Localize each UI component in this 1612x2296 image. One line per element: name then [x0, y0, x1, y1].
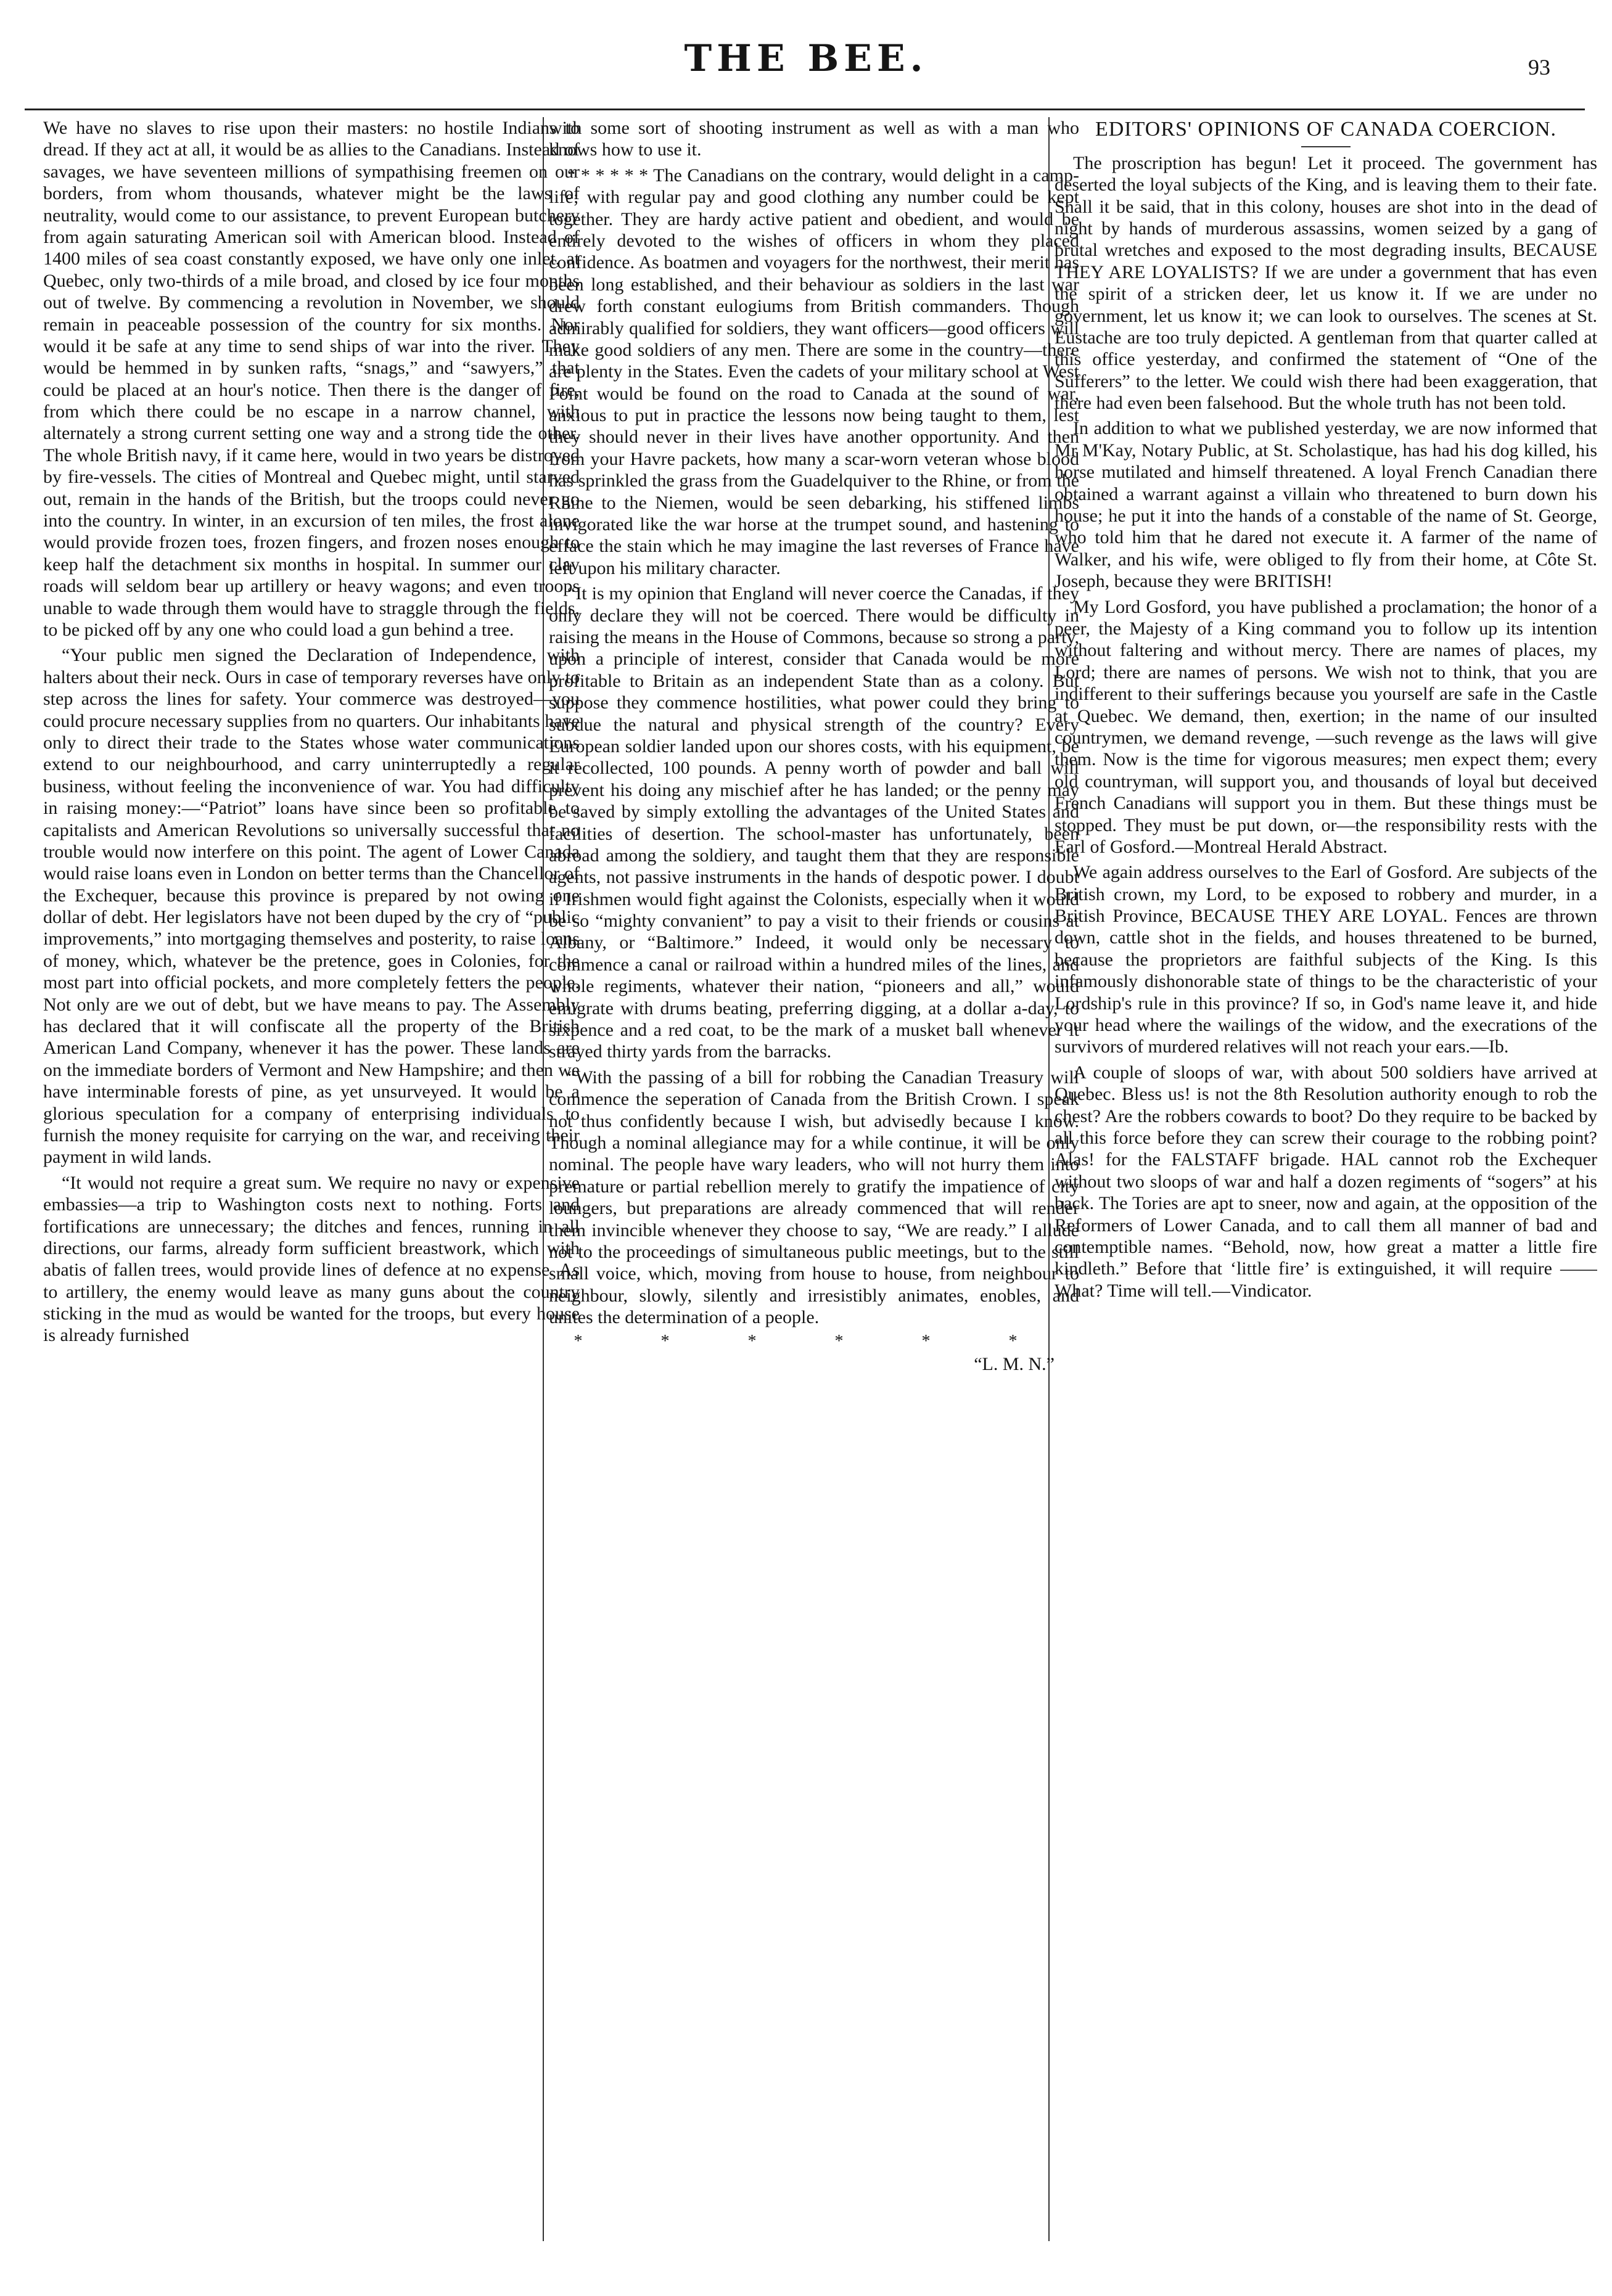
article-paragraph: “It is my opinion that England will never coerce the Canadas, if they only declare they will not be coerced. There would be difficulty in raising the means in the House of Commons, because so strong a party, upon a principle of interest, consider that Canada would be more profitable to Britain as an independent State than as a colony. But suppose they commence hostilities, what power could they bring to subdue the natural and physical strength of the country? Every European soldier landed upon our shores costs, with his equipment, be it recollected, 100 pounds. A penny worth of powder and ball will prevent his doing any mischief after he has landed; or the penny may be saved by simply extolling the advantages of the United States and facilities of desertion. The school-master has unfortunately, been abroad among the soldiery, and taught them that they are responsible agents, not passive instruments in the hands of despotic power. I doubt if Irishmen would fight against the Colonists, especially when it would be so “mighty convanient” to pay a visit to their friends or cousins at Albany, or “Baltimore.” Indeed, it would only be necessary to commence a canal or railroad within a hundred miles of the lines, and whole regiments, whatever their nation, “pioneers and all,” would emigrate with drums beating, preferring digging, at a dollar a-day, to sixpence and a red coat, to be the mark of a musket ball whenever it strayed thirty yards from the barracks.	[549, 583, 1079, 1062]
article-paragraph: We have no slaves to rise upon their masters: no hostile Indians to dread. If they act at all, it would be as allies to the Canadians. Instead of savages, we have seventeen millions of sympathising freemen on our borders, from whom thousands, whatever might be the laws of neutrality, would come to our assistance, to prevent European butchery from again saturating American soil with American blood. Instead of 1400 miles of sea coast constantly exposed, we have only one inlet, at Quebec, only two-thirds of a mile broad, and closed by ice four months out of twelve. By commencing a revolution in November, we should remain in peaceable possession of the country for six months. Nor would it be safe at any time to send ships of war into the river. They would be hemmed in by sunken rafts, “snags,” and “sawyers,” that could be placed at an hour's notice. Then there is the danger of fire, from which there could be no escape in a narrow channel, with alternately a strong current setting one way and a strong tide the other. The whole British navy, if it came here, would in two years be distroyed by fire-vessels. The cities of Montreal and Quebec might, until starved out, remain in the hands of the British, but the troops could never go into the country. In winter, in an excursion of ten miles, the frost alone would provide frozen toes, frozen fingers, and frozen noses enough to keep half the detachment six months in hospital. In summer our clay roads will seldom bear up artillery or heavy wagons; and even troops unable to wade through them would have to straggle through the fields, to be picked off by any one who could load a gun behind a tree.	[43, 118, 580, 640]
article-paragraph: The proscription has begun! Let it proceed. The government has deserted the loyal subjects of the King, and is leaving them to their fate. Shall it be said, that in this colony, houses are shot into in the dead of night by hands of murderous assassins, women seized by a gang of brutal wretches and exposed to the most degrading insults, BECAUSE THEY ARE LOYALISTS? If we are under a government that has even the spirit of a stricken deer, let us know it. If we are under no government, let us know it; we can look to ourselves. The scenes at St. Eustache are too truly depicted. A gentleman from that quarter called at this office yesterday, and confirmed the statement of “One of the Sufferers” to the letter. We could wish there had been exaggeration, that there had even been falsehood. But the whole truth has not been told.	[1055, 152, 1597, 414]
section-stars: * * * * * *	[574, 1332, 1055, 1351]
section-heading: EDITORS' OPINIONS OF CANADA COERCION.	[1095, 118, 1557, 141]
masthead-title: THE BEE.	[684, 37, 928, 80]
heading-rule	[1301, 146, 1351, 147]
article-paragraph: “ * * * * * The Canadians on the contrary, would delight in a camp-life; with regular pay and good clothing any number could be kept together. They are hardy active patient and obedient, and would be entirely devoted to the wishes of officers in whom they placed confidence. As boatmen and voyagers for the northwest, their merit has been long established, and their behaviour as soldiers in the last war drew forth constant eulogiums from British commanders. Though admirably qualified for soldiers, they want officers—good officers will make good soldiers of any men. There are some in the country—there are plenty in the States. Even the cadets of your military school at West Point would be found on the road to Canada at the sound of war, anxious to put in practice the lessons now being taught to them, lest they should never in their lives have another opportunity. And then from your Havre packets, how many a scar-worn veteran whose blood has sprinkled the grass from the Guadelquiver to the Rhine, or from the Rhine to the Niemen, would be seen debarking, his stiffened limbs invigorated like the war horse at the trumpet sound, and hastening to efface the stain which he may imagine the last reverses of France have left upon his military character.	[549, 165, 1079, 578]
column-middle	[549, 117, 1079, 2275]
article-paragraph: In addition to what we published yesterday, we are now informed that Mr M'Kay, Notary Public, at St. Scholastique, has had his dog killed, his horse mutilated and himself threatened. A loyal French Canadian there obtained a warrant against a villain who threatened to burn down his house; he put it into the hands of a constable of the name of St. George, who told him that he dared not execute it. A farmer of the name of Walker, and his wife, were obliged to fly from their home, at Côte St. Joseph, because they were BRITISH!	[1055, 418, 1597, 592]
article-paragraph: “Your public men signed the Declaration of Independence, with halters about their neck. Ours in case of temporary reverses have only to step across the lines for safety. Your commerce was destroyed—you could procure necessary supplies from no quarters. Our inhabitants have only to direct their trade to the States whose water communications extend to our neighbourhood, and carry uninterruptedly a regular business, without feeling the inconvenience of war. You had difficulty in raising money:—“Patriot” loans have since been so profitable to capitalists and American Revolutions so universally successful that no trouble would now interfere on this point. The agent of Lower Canada would raise loans even in London on better terms than the Chancellor of the Exchequer, because this province is prepared by not owing one dollar of debt. Her legislators have not been duped by the cry of “public improvements,” into mortgaging themselves and posterity, to raise loans of money, which, whatever be the pretence, goes in Colonies, for the most part into official pockets, and more completely fetters the people. Not only are we out of debt, but we have means to pay. The Assembly has declared that it will confiscate all the property of the British American Land Company, whenever it has the power. These lands are on the immediate borders of Vermont and New Hampshire; and then we have interminable forests of pine, as yet unsurveyed. It would be a glorious speculation for a company of enterprising individuals to furnish the money requisite for carrying on the war, and receiving their payment in wild lands.	[43, 645, 580, 1168]
article-paragraph: “It would not require a great sum. We require no navy or expensive embassies—a trip to Washington costs next to nothing. Forts and fortifications are unnecessary; the ditches and fences, running in all directions, our farms, already form sufficient breastwork, which with abatis of fallen trees, would provide lines of defence at no expense. As to artillery, the enemy would leave as many guns about the country sticking in the mud as would be wanted for the troops, but every house is already furnished	[43, 1172, 580, 1346]
article-paragraph: My Lord Gosford, you have published a proclamation; the honor of a peer, the Majesty of a King command you to follow up its intention without faltering and without mercy. There are names of places, my Lord; there are names of persons. We wish not to think, that you are indifferent to their sufferings because you yourself are safe in the Castle at Quebec. We demand, then, exertion; in the name of our insulted countrymen, we demand revenge, —such revenge as the laws will give them. Now is the time for vigorous measures; men expect them; every old countryman, will support you, and thousands of loyal but deceived French Canadians will support you in them. But these things must be stopped. They must be put down, or—the responsibility rests with the Earl of Gosford.—Montreal Herald Abstract.	[1055, 596, 1597, 857]
column-left	[43, 117, 580, 2275]
page-number: 93	[1528, 55, 1550, 80]
column-right	[1055, 117, 1597, 2275]
header-rule	[25, 109, 1585, 110]
article-paragraph: A couple of sloops of war, with about 500 soldiers have arrived at Quebec. Bless us! is not the 8th Resolution authority enough to rob the chest? Are the robbers cowards to boot? Do they require to be backed by all this force before they can screw their courage to the robbing point? Alas! for the FALSTAFF brigade. HAL cannot rob the Exchequer without two sloops of war and half a dozen regiments of “sogers” at his back. The Tories are apt to sneer, now and again, at the opposition of the Reformers of Lower Canada, and to call them all manner of bad and contemptible names. “Behold, now, how great a matter a little fire kindleth.” Before that ‘little fire’ is extinguished, it will require —— What? Time will tell.—Vindicator.	[1055, 1062, 1597, 1301]
article-paragraph: We again address ourselves to the Earl of Gosford. Are subjects of the British crown, my Lord, to be exposed to robbery and murder, in a British Province, BECAUSE THEY ARE LOYAL. Fences are thrown down, cattle shot in the fields, and houses threatened to be burned, because the proprietors are faithful subjects of the King. Is this infamously dishonorable state of things to be the characteristic of your Lordship's rule in this province? If so, in God's name leave it, and hide your head where the wailings of the widow, and the execrations of the survivors of murdered relatives will not reach your ears.—Ib.	[1055, 862, 1597, 1057]
article-signature: “L. M. N.”	[974, 1354, 1055, 1375]
article-paragraph: with some sort of shooting instrument as well as with a man who knows how to use it.	[549, 118, 1079, 160]
article-paragraph: “With the passing of a bill for robbing the Canadian Treasury will commence the seperation of Canada from the British Crown. I speak not thus confidently because I wish, but advisedly because I know. Though a nominal allegiance may for a while continue, it will be only nominal. The people have wary leaders, who will not hurry them into premature or partial rebellion merely to gratify the impatience of city loungers, but preparations are already commenced that will render them invincible whenever they choose to say, “We are ready.” I allude not to the proceedings of simultaneous public meetings, but to the still small voice, which, moving from house to house, from neighbour to neighbour, slowly, silently and irresistibly animates, enobles, and unites the determination of a people.	[549, 1067, 1079, 1328]
